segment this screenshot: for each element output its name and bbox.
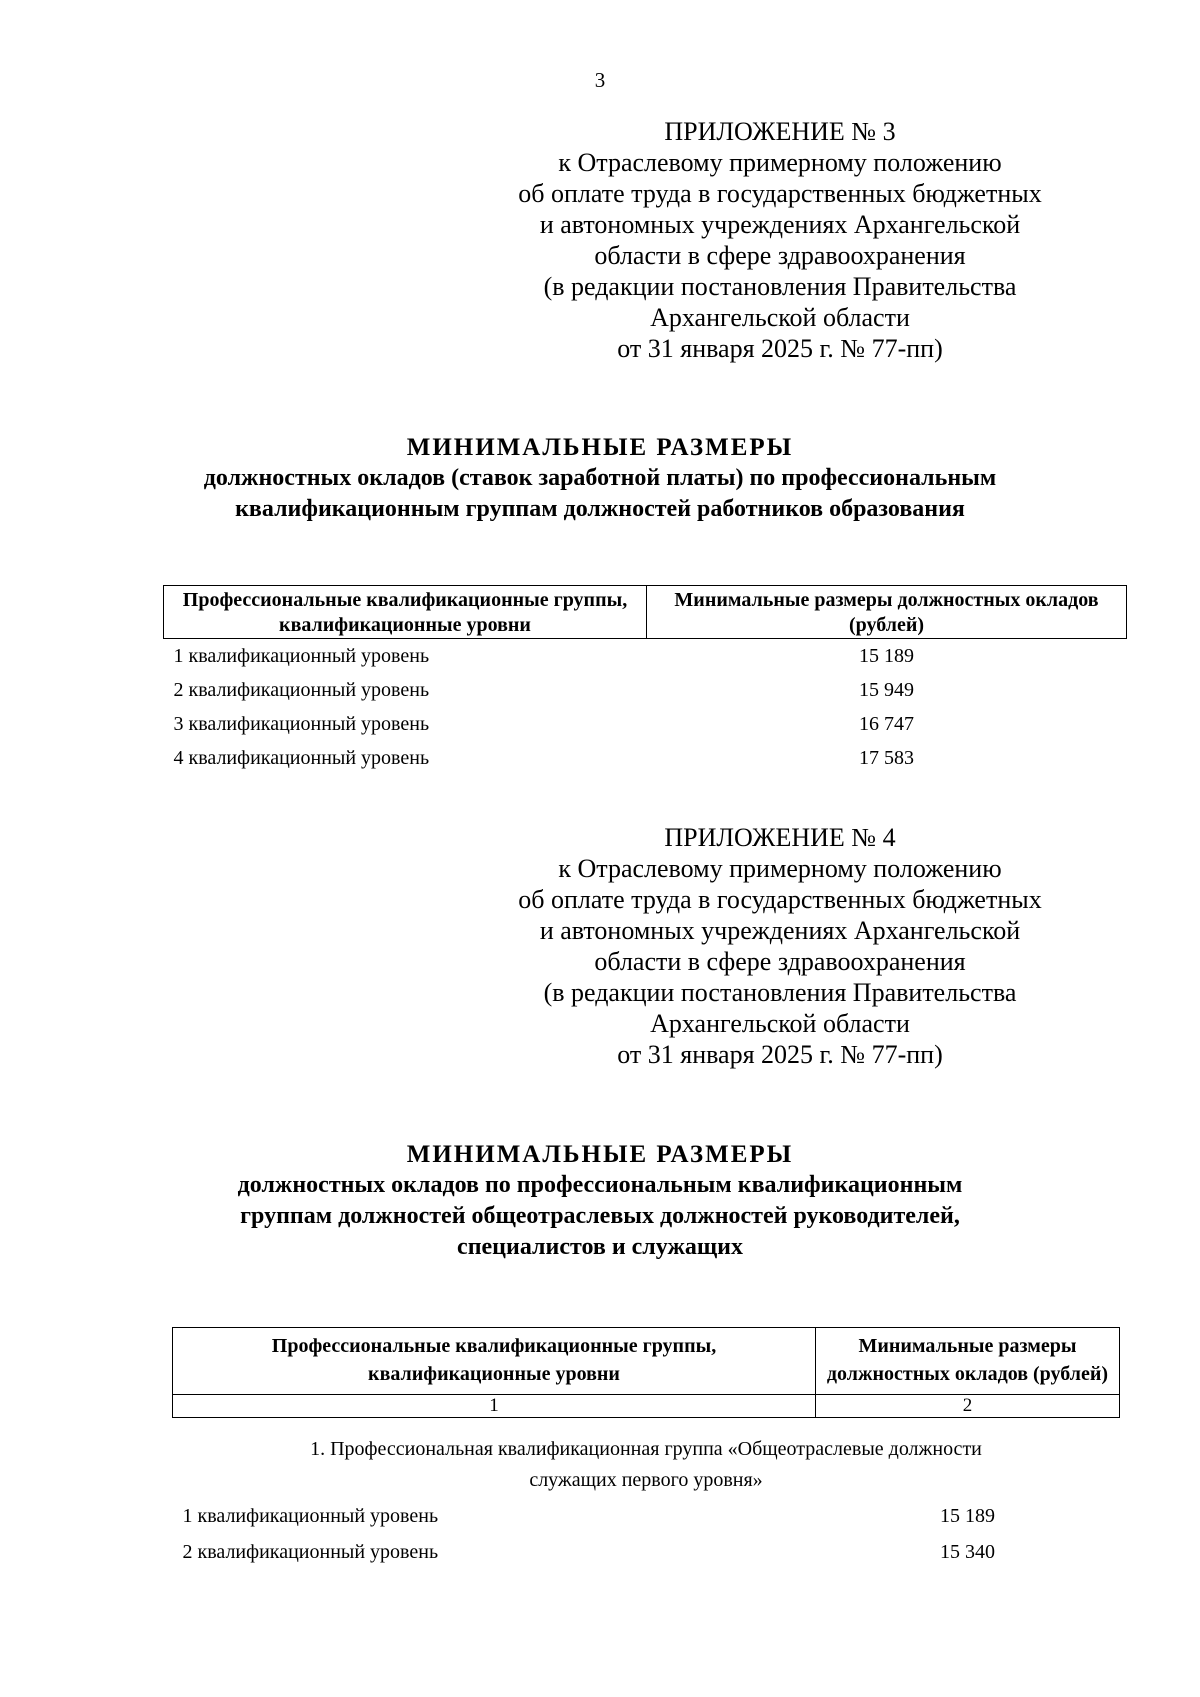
appendix-4-heading: ПРИЛОЖЕНИЕ № 4 [664, 823, 896, 852]
table-row [173, 1498, 1120, 1534]
section-2-title-block [0, 1139, 1200, 1263]
salary-table-general [172, 1327, 1120, 1570]
appendix-3-line: к Отраслевому примерному положению [558, 148, 1002, 177]
section-2-subtitle: специалистов и служащих [457, 1234, 743, 1260]
table-row [164, 639, 1127, 674]
level-label: 4 квалификационный уровень [173, 747, 430, 769]
group-title-line: 1. Профессиональная квалификационная группа «Общеотраслевые должности [310, 1438, 982, 1460]
section-2-title: МИНИМАЛЬНЫЕ РАЗМЕРЫ [406, 1141, 794, 1168]
appendix-3-line: и автономных учреждениях Архангельской [539, 210, 1021, 239]
table-header-salary: Минимальные размеры должностных окладов (рублей) [647, 586, 1127, 639]
appendix-3-line: (в редакции постановления Правительства [543, 272, 1017, 301]
appendix-4-header [500, 822, 1060, 1070]
table-header-groups: Профессиональные квалификационные группы, квалификационные уровни [164, 586, 647, 639]
appendix-3-line: об оплате труда в государственных бюджетных [518, 179, 1042, 208]
section-1-subtitle: квалификационным группам должностей работников образования [235, 496, 965, 522]
level-label: 3 квалификационный уровень [173, 713, 430, 735]
level-label: 2 квалификационный уровень [173, 679, 430, 701]
salary-value: 17 583 [859, 747, 914, 769]
table-header-groups: Профессиональные квалификационные группы, квалификационные уровни [173, 1328, 816, 1395]
salary-table-education [163, 585, 1127, 775]
appendix-4-line: области в сфере здравоохранения [594, 947, 966, 976]
table-header-salary: Минимальные размеры должностных окладов (рублей) [816, 1328, 1120, 1395]
salary-value: 16 747 [859, 713, 914, 735]
appendix-3-heading: ПРИЛОЖЕНИЕ № 3 [664, 117, 896, 146]
salary-value: 15 949 [859, 679, 914, 701]
level-label: 1 квалификационный уровень [182, 1505, 439, 1527]
section-1-title-block [0, 432, 1200, 525]
column-number: 1 [173, 1395, 816, 1418]
appendix-4-line: Архангельской области [650, 1009, 910, 1038]
appendix-3-header [500, 116, 1060, 364]
group-title-line: служащих первого уровня» [529, 1469, 763, 1491]
salary-value: 15 189 [859, 645, 914, 667]
appendix-4-line: (в редакции постановления Правительства [543, 978, 1017, 1007]
page-number: 3 [594, 68, 606, 92]
appendix-4-line: от 31 января 2025 г. № 77-пп) [617, 1040, 943, 1069]
salary-value: 15 189 [940, 1505, 995, 1527]
salary-value: 15 340 [940, 1541, 995, 1563]
column-number: 2 [816, 1395, 1120, 1418]
group-title [173, 1418, 1120, 1499]
appendix-3-line: от 31 января 2025 г. № 77-пп) [617, 334, 943, 363]
appendix-4-line: и автономных учреждениях Архангельской [539, 916, 1021, 945]
appendix-3-line: области в сфере здравоохранения [594, 241, 966, 270]
section-1-subtitle: должностных окладов (ставок заработной платы) по профессиональным [203, 465, 997, 491]
level-label: 1 квалификационный уровень [173, 645, 430, 667]
section-2-subtitle: должностных окладов по профессиональным квалификационным [237, 1172, 963, 1198]
appendix-4-line: к Отраслевому примерному положению [558, 854, 1002, 883]
level-label: 2 квалификационный уровень [182, 1541, 439, 1563]
table-row [164, 741, 1127, 775]
appendix-4-line: об оплате труда в государственных бюджетных [518, 885, 1042, 914]
section-2-subtitle: группам должностей общеотраслевых должностей руководителей, [240, 1203, 960, 1229]
table-row [173, 1534, 1120, 1570]
table-row [164, 673, 1127, 707]
appendix-3-line: Архангельской области [650, 303, 910, 332]
table-row [164, 707, 1127, 741]
section-1-title: МИНИМАЛЬНЫЕ РАЗМЕРЫ [406, 434, 794, 461]
